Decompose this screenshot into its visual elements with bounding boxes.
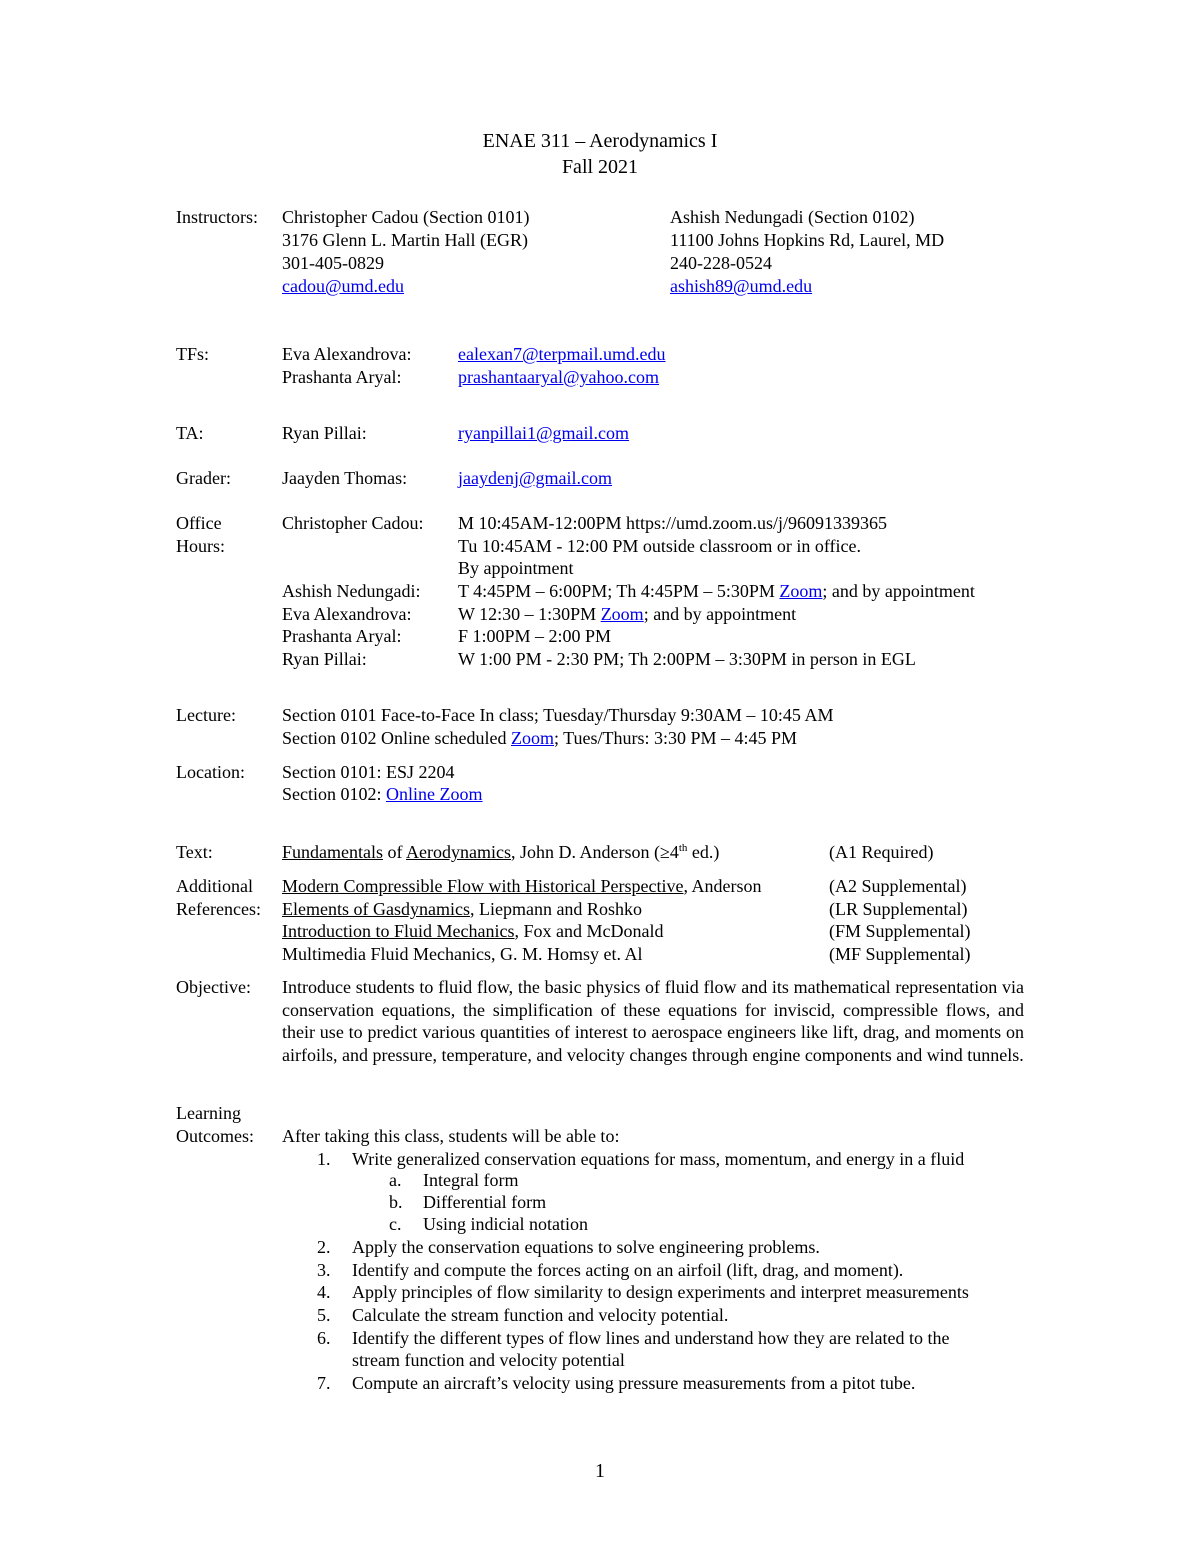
instructor-right-office: 11100 Johns Hopkins Rd, Laurel, MD (670, 230, 945, 250)
sub-outcome-letter: b. (389, 1192, 403, 1212)
outcome-number: 4. (317, 1282, 331, 1302)
reference-item (282, 943, 642, 965)
outcome-text: Apply the conservation equations to solve engineering problems. (352, 1237, 820, 1257)
outcome-text: Identify and compute the forces acting on an airfoil (lift, drag, and moment). (352, 1260, 904, 1280)
instructor-left-phone: 301-405-0829 (282, 253, 384, 273)
instructor-right-email-link[interactable]: ashish89@umd.edu (670, 276, 813, 296)
objective-text: Introduce students to fluid flow, the basic physics of fluid flow and its mathematical representation via conservation equations, the simplification of these equations for inviscid, compressible flows, and their use to predict various quantities of interest to aerospace engineers like lift, drag, and moments on airfoils, and pressure, temperature, and velocity changes through engine components and wind tunnels. (282, 977, 1024, 1066)
outcome-text: Identify the different types of flow lines and understand how they are related to the (352, 1328, 950, 1348)
grader-label: Grader: (176, 468, 231, 488)
sub-outcome-text: Differential form (423, 1192, 547, 1212)
outcome-text: Calculate the stream function and velocity potential. (352, 1305, 729, 1325)
ta-name: Ryan Pillai: (282, 423, 367, 443)
office-hours-name: Ryan Pillai: (282, 649, 367, 669)
office-hours-time-text: ; and by appointment (643, 604, 797, 624)
office-hours-time: Tu 10:45AM - 12:00 PM outside classroom or in office. (458, 536, 861, 556)
outcome-number: 7. (317, 1373, 331, 1393)
sub-outcome-letter: a. (389, 1170, 402, 1190)
sub-outcome-text: Using indicial notation (423, 1214, 588, 1234)
office-hours-time-text: ; and by appointment (822, 581, 975, 601)
office-hours-name: Christopher Cadou: (282, 513, 424, 533)
ta-label: TA: (176, 423, 204, 443)
ta-email-link[interactable]: ryanpillai1@gmail.com (458, 423, 630, 443)
page-number: 1 (595, 1460, 605, 1482)
textbook-title-part: Fundamentals (282, 842, 383, 862)
office-hours-time-text: W 12:30 – 1:30PM (458, 604, 601, 624)
instructor-left-name: Christopher Cadou (Section 0101) (282, 207, 530, 227)
text-label: Text: (176, 842, 213, 862)
learning-outcomes-label: Outcomes: (176, 1126, 254, 1146)
instructor-right-name: Ashish Nedungadi (Section 0102) (670, 207, 915, 227)
tf-name: Eva Alexandrova: (282, 344, 412, 364)
outcome-number: 6. (317, 1328, 331, 1348)
outcome-number: 5. (317, 1305, 331, 1325)
zoom-link[interactable]: Zoom (600, 604, 644, 624)
office-hours-time (458, 603, 796, 625)
reference-author: Multimedia Fluid Mechanics, G. M. Homsy et. Al (282, 944, 643, 964)
location-text: Section 0102: (282, 784, 386, 804)
outcome-number: 1. (317, 1149, 331, 1169)
outcome-number: 2. (317, 1237, 331, 1257)
document-term: Fall 2021 (561, 156, 639, 178)
reference-item (282, 920, 663, 942)
zoom-link[interactable]: Zoom (510, 728, 554, 748)
outcome-text: stream function and velocity potential (352, 1350, 625, 1370)
objective-label: Objective: (176, 977, 251, 997)
textbook (282, 841, 719, 863)
reference-title: Elements of Gasdynamics (282, 899, 470, 919)
instructor-left-email-link[interactable]: cadou@umd.edu (282, 276, 405, 296)
textbook-title-part: Aerodynamics (406, 842, 511, 862)
outcome-text: Write generalized conservation equations for mass, momentum, and energy in a fluid (352, 1149, 965, 1169)
lecture-line (282, 727, 797, 749)
reference-title: Introduction to Fluid Mechanics (282, 921, 515, 941)
learning-outcomes-label: Learning (176, 1103, 241, 1123)
instructor-left-office: 3176 Glenn L. Martin Hall (EGR) (282, 230, 528, 250)
reference-item (282, 875, 761, 897)
reference-author: , Anderson (683, 876, 762, 896)
instructor-right-phone: 240-228-0524 (670, 253, 772, 273)
textbook-edition-sup: th (678, 842, 688, 854)
reference-note: (A2 Supplemental) (829, 876, 967, 896)
sub-outcome-text: Integral form (423, 1170, 519, 1190)
outcome-text: Apply principles of flow similarity to design experiments and interpret measurements (352, 1282, 969, 1302)
location-label: Location: (176, 762, 245, 782)
outcome-text: Compute an aircraft’s velocity using pressure measurements from a pitot tube. (352, 1373, 916, 1393)
tf-email-link[interactable]: prashantaaryal@yahoo.com (458, 367, 659, 387)
learning-outcomes-intro: After taking this class, students will be able to: (282, 1126, 620, 1146)
office-hours-label: Hours: (176, 536, 225, 556)
outcome-number: 3. (317, 1260, 331, 1280)
office-hours-time: F 1:00PM – 2:00 PM (458, 626, 612, 646)
office-hours-name: Eva Alexandrova: (282, 604, 412, 624)
document-title: ENAE 311 – Aerodynamics I (482, 130, 718, 152)
textbook-edition: ed.) (687, 842, 720, 862)
office-hours-name: Ashish Nedungadi: (282, 581, 421, 601)
textbook-author: , John D. Anderson (≥4 (510, 842, 679, 862)
office-hours-time: W 1:00 PM - 2:30 PM; Th 2:00PM – 3:30PM in person in EGL (458, 649, 916, 669)
textbook-note: (A1 Required) (829, 842, 934, 862)
tfs-label: TFs: (176, 344, 210, 364)
instructors-label: Instructors: (176, 207, 258, 227)
office-hours-time: By appointment (458, 558, 574, 578)
reference-author: , Fox and McDonald (514, 921, 664, 941)
sub-outcome-letter: c. (389, 1214, 402, 1234)
additional-references-label: Additional (176, 876, 253, 896)
location-line: Section 0101: ESJ 2204 (282, 762, 455, 782)
online-zoom-link[interactable]: Online Zoom (386, 784, 483, 804)
reference-note: (LR Supplemental) (829, 899, 968, 919)
office-hours-time: M 10:45AM-12:00PM https://umd.zoom.us/j/96091339365 (458, 513, 888, 533)
office-hours-name: Prashanta Aryal: (282, 626, 402, 646)
location-line (282, 783, 483, 805)
lecture-line: Section 0101 Face-to-Face In class; Tuesday/Thursday 9:30AM – 10:45 AM (282, 705, 834, 725)
office-hours-time (458, 580, 975, 602)
reference-note: (FM Supplemental) (829, 921, 971, 941)
textbook-title-part: of (383, 842, 407, 862)
reference-author: , Liepmann and Roshko (469, 899, 642, 919)
lecture-text: Section 0102 Online scheduled (282, 728, 511, 748)
reference-note: (MF Supplemental) (829, 944, 971, 964)
reference-title: Modern Compressible Flow with Historical Perspective (282, 876, 684, 896)
lecture-text: ; Tues/Thurs: 3:30 PM – 4:45 PM (553, 728, 798, 748)
grader-name: Jaayden Thomas: (282, 468, 408, 488)
tf-email-link[interactable]: ealexan7@terpmail.umd.edu (458, 344, 666, 364)
lecture-label: Lecture: (176, 705, 236, 725)
grader-email-link[interactable]: jaaydenj@gmail.com (458, 468, 613, 488)
office-hours-label: Office (176, 513, 222, 533)
office-hours-time-text: T 4:45PM – 6:00PM; Th 4:45PM – 5:30PM (458, 581, 780, 601)
reference-item (282, 898, 642, 920)
additional-references-label: References: (176, 899, 261, 919)
tf-name: Prashanta Aryal: (282, 367, 402, 387)
zoom-link[interactable]: Zoom (779, 581, 823, 601)
